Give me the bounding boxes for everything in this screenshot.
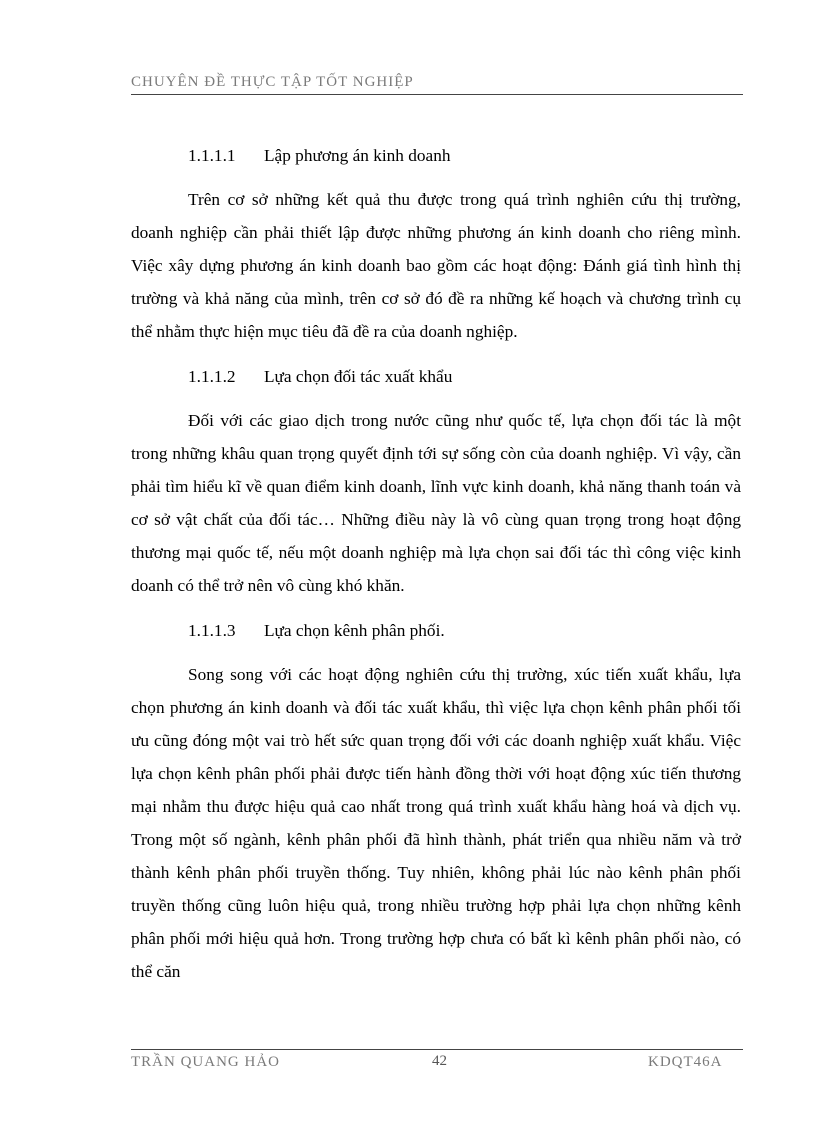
page-header-title: CHUYÊN ĐỀ THỰC TẬP TỐT NGHIỆP: [131, 74, 414, 90]
section-heading: [131, 614, 741, 647]
paragraph: Song song với các hoạt động nghiên cứu thị trường, xúc tiến xuất khẩu, lựa chọn phương án kinh doanh và đối tác xuất khẩu, thì việc lựa chọn kênh phân phối tối ưu cũng đóng một vai trò hết sức quan trọng đối với các doanh nghiệp xuất khẩu. Việc lựa chọn kênh phân phối phải được tiến hành đồng thời với hoạt động xúc tiến thương mại nhằm thu được hiệu quả cao nhất trong quá trình xuất khẩu hàng hoá và dịch vụ. Trong một số ngành, kênh phân phối đã hình thành, phát triển qua nhiều năm và trở thành kênh phân phối truyền thống. Tuy nhiên, không phải lúc nào kênh phân phối truyền thống cũng luôn hiệu quả, trong nhiều trường hợp phải lựa chọn những kênh phân phối mới hiệu quả hơn. Trong trường hợp chưa có bất kì kênh phân phối nào, có thể căn: [131, 665, 741, 981]
footer-author: TRẦN QUANG HẢO: [131, 1054, 280, 1070]
section-number: 1.1.1.3: [188, 621, 236, 640]
page-number: 42: [432, 1053, 447, 1069]
section-number: 1.1.1.1: [188, 146, 236, 165]
document-body: [131, 139, 741, 1000]
section-number: 1.1.1.2: [188, 367, 236, 386]
footer-class-code: KDQT46A: [648, 1054, 723, 1070]
header-divider: [131, 94, 743, 95]
paragraph: Trên cơ sở những kết quả thu được trong quá trình nghiên cứu thị trường, doanh nghiệp cần phải thiết lập được những phương án kinh doanh cho riêng mình. Việc xây dựng phương án kinh doanh bao gồm các hoạt động: Đánh giá tình hình thị trường và khả năng của mình, trên cơ sở đó đề ra những kế hoạch và chương trình cụ thể nhằm thực hiện mục tiêu đã đề ra của doanh nghiệp.: [131, 190, 741, 341]
section-heading: [131, 139, 741, 172]
paragraph: Đối với các giao dịch trong nước cũng như quốc tế, lựa chọn đối tác là một trong những khâu quan trọng quyết định tới sự sống còn của doanh nghiệp. Vì vậy, cần phải tìm hiểu kĩ về quan điểm kinh doanh, lĩnh vực kinh doanh, khả năng thanh toán và cơ sở vật chất của đối tác… Những điều này là vô cùng quan trọng trong hoạt động thương mại quốc tế, nếu một doanh nghiệp mà lựa chọn sai đối tác thì công việc kinh doanh có thể trở nên vô cùng khó khăn.: [131, 411, 741, 595]
footer-divider: [131, 1049, 743, 1050]
section-heading: [131, 360, 741, 393]
section-title: Lựa chọn đối tác xuất khẩu: [264, 367, 453, 386]
section-title: Lựa chọn kênh phân phối.: [264, 621, 445, 640]
section-title: Lập phương án kinh doanh: [264, 146, 451, 165]
